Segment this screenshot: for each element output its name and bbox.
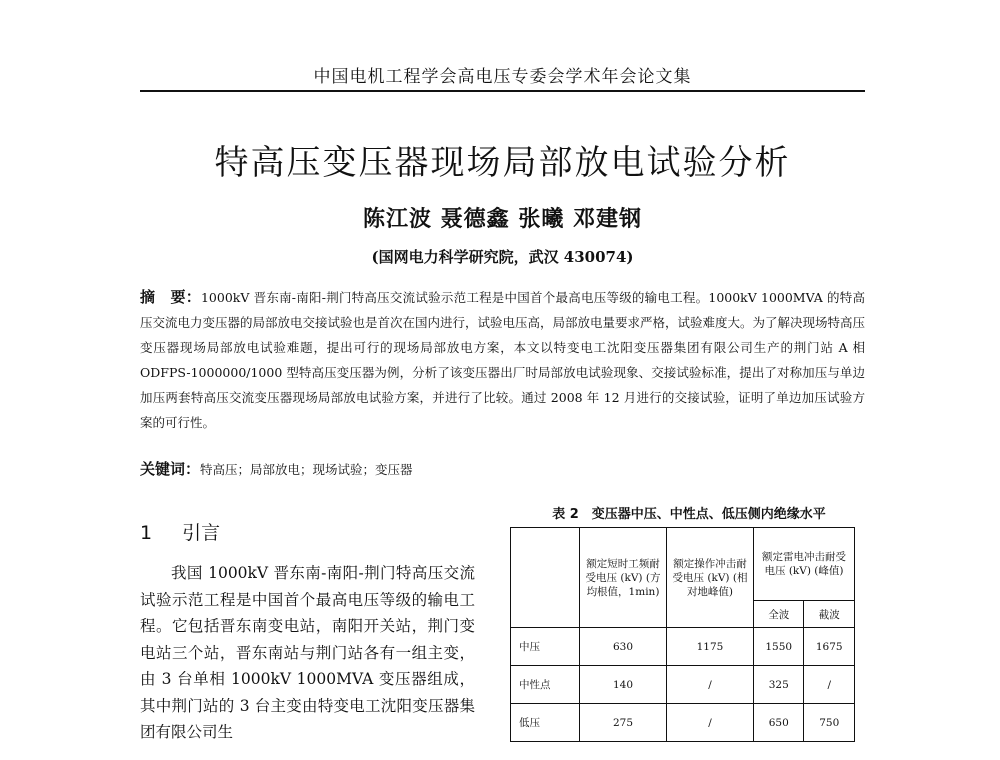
cell-chopped-wave: /	[804, 666, 855, 704]
paper-affiliation: (国网电力科学研究院，武汉 430074)	[371, 248, 634, 266]
table-row	[511, 666, 855, 704]
body-paragraph: 我国 1000kV 晋东南-南阳-荆门特高压交流试验示范工程是中国首个最高电压等级的输电工程。它包括晋东南变电站，南阳开关站，荆门变电站三个站，晋东南站与荆门站各有一组主变，由 3 台单相 1000kV 1000MVA 变压器组成，其中荆门站的 3 台主变由特变电工沈阳变压器集团有限公司生	[140, 564, 475, 741]
header-chopped-wave: 截波	[804, 601, 855, 628]
section-heading	[140, 518, 220, 545]
header-rule	[140, 90, 865, 92]
keywords	[140, 458, 865, 479]
running-header: 中国电机工程学会高电压专委会学术年会论文集	[313, 67, 692, 87]
keywords-label: 关键词：	[140, 460, 201, 478]
cell-full-wave: 325	[754, 666, 804, 704]
insulation-table	[510, 527, 855, 742]
header-lightning: 额定雷电冲击耐受电压 (kV) (峰值)	[754, 528, 855, 601]
abstract-label: 摘 要：	[140, 288, 201, 306]
cell-full-wave: 1550	[754, 628, 804, 666]
row-label: 中压	[511, 628, 580, 666]
cell-short-time: 275	[580, 704, 667, 742]
cell-switching: /	[667, 666, 754, 704]
row-label: 低压	[511, 704, 580, 742]
header-switching: 额定操作冲击耐受电压 (kV) (相对地峰值)	[667, 528, 754, 628]
cell-full-wave: 650	[754, 704, 804, 742]
cell-short-time: 140	[580, 666, 667, 704]
cell-switching: /	[667, 704, 754, 742]
paper-title: 特高压变压器现场局部放电试验分析	[214, 143, 791, 183]
table-row	[511, 628, 855, 666]
section-number: 1	[140, 522, 153, 544]
abstract-text: 1000kV 晋东南-南阳-荆门特高压交流试验示范工程是中国首个最高电压等级的输电工程。1000kV 1000MVA 的特高压交流电力变压器的局部放电交接试验也是首次在国内进行，试验电压高，局部放电量要求严格，试验难度大。为了解决现场特高压变压器现场局部放电试验难题，提出可行的现场局部放电方案，本文以特变电工沈阳变压器集团有限公司生产的荆门站 A 相 ODFPS-1000000/1000 型特高压变压器为例，分析了该变压器出厂时局部放电试验现象、交接试验标准，提出了对称加压与单边加压两套特高压交流变压器现场局部放电试验方案，并进行了比较。通过 2008 年 12 月进行的交接试验，证明了单边加压试验方案的可行性。	[140, 290, 866, 430]
table-caption: 表 2 变压器中压、中性点、低压侧内绝缘水平	[552, 507, 826, 522]
abstract	[140, 285, 865, 435]
cell-short-time: 630	[580, 628, 667, 666]
cell-switching: 1175	[667, 628, 754, 666]
section-title: 引言	[182, 522, 221, 544]
cell-chopped-wave: 750	[804, 704, 855, 742]
table-corner-cell	[511, 528, 580, 628]
header-short-time: 额定短时工频耐受电压 (kV) (方均根值，1min)	[580, 528, 667, 628]
header-full-wave: 全波	[754, 601, 804, 628]
keywords-text: 特高压；局部放电；现场试验；变压器	[200, 462, 413, 477]
row-label: 中性点	[511, 666, 580, 704]
paper-authors: 陈江波 聂德鑫 张曦 邓建钢	[363, 206, 642, 232]
cell-chopped-wave: 1675	[804, 628, 855, 666]
table-row	[511, 704, 855, 742]
